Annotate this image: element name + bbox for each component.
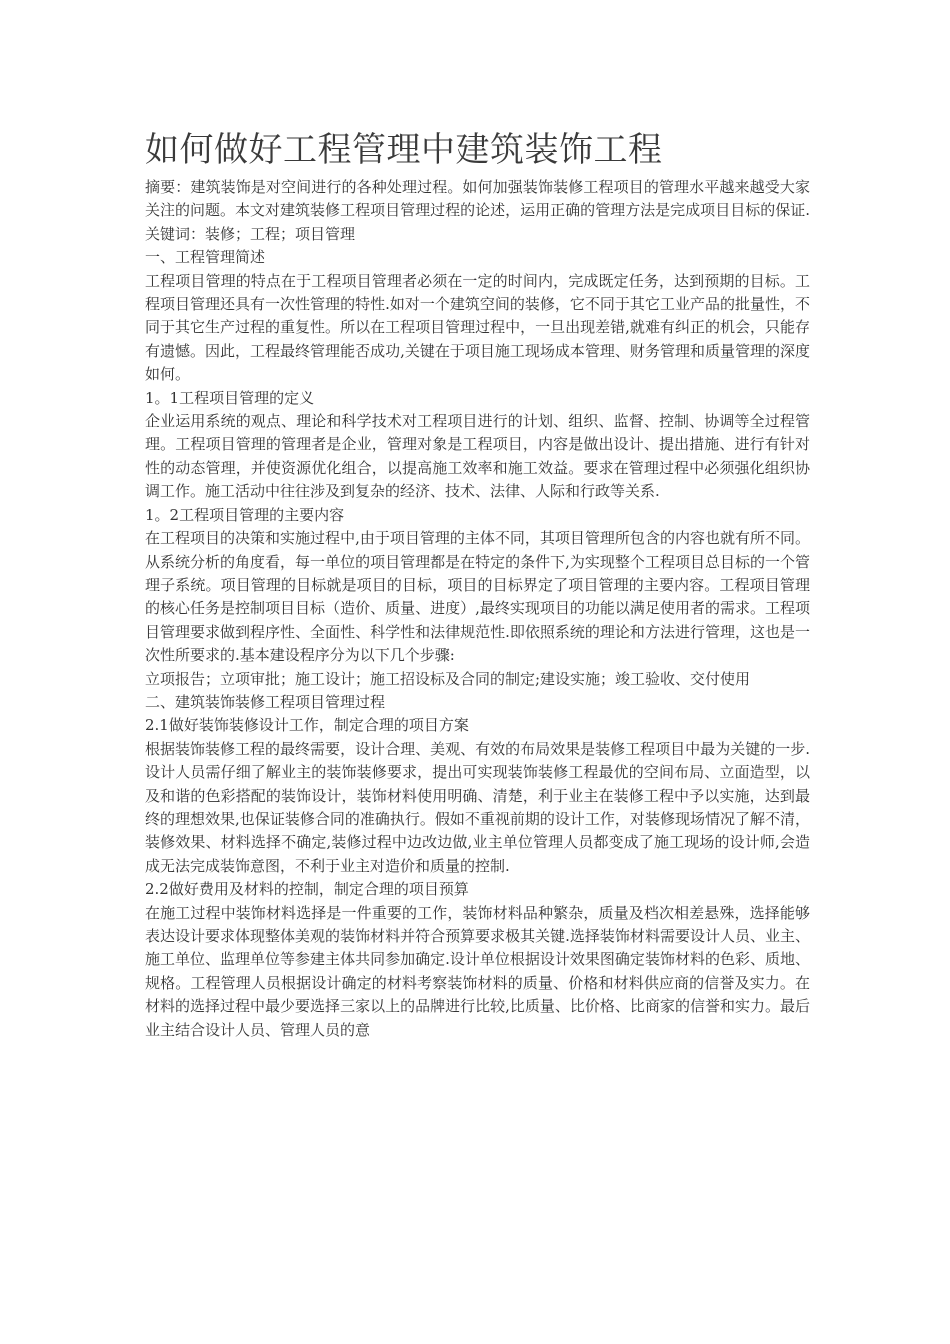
- section-heading-1: 一、工程管理简述: [145, 248, 266, 267]
- body-paragraph: 工程项目管理的特点在于工程项目管理者必须在一定的时间内，完成既定任务，达到预期的目标。工程项目管理还具有一次性管理的特性.如对一个建筑空间的装修，它不同于其它工业产品的批量性，不同于其它生产过程的重复性。所以在工程项目管理过程中，一旦出现差错,就难有纠正的机会，只能存有遗憾。因此，工程最终管理能否成功,关键在于项目施工现场成本管理、财务管理和质量管理的深度如何。: [145, 271, 810, 384]
- subsection-heading-1-2: 1。2工程项目管理的主要内容: [145, 505, 345, 524]
- section-heading-2: 二、建筑装饰装修工程项目管理过程: [145, 692, 386, 711]
- subsection-heading-2-2: 2.2做好费用及材料的控制，制定合理的项目预算: [145, 880, 469, 899]
- document-title: 如何做好工程管理中建筑装饰工程: [145, 130, 663, 170]
- body-paragraph: 根据装饰装修工程的最终需要，设计合理、美观、有效的布局效果是装修工程项目中最为关键的一步.设计人员需仔细了解业主的装饰装修要求，提出可实现装饰装修工程最优的空间布局、立面造型，以及和谐的色彩搭配的装饰设计，装饰材料使用明确、清楚，利于业主在装修工程中予以实施，达到最终的理想效果,也保证装修合同的准确执行。假如不重视前期的设计工作，对装修现场情况了解不清，装修效果、材料选择不确定,装修过程中边改边做,业主单位管理人员都变成了施工现场的设计师,会造成无法完成装饰意图，不利于业主对造价和质量的控制.: [145, 739, 810, 875]
- body-paragraph: 在工程项目的决策和实施过程中,由于项目管理的主体不同，其项目管理所包含的内容也就有所不同。从系统分析的角度看，每一单位的项目管理都是在特定的条件下,为实现整个工程项目总目标的一个管理子系统。项目管理的目标就是项目的目标，项目的目标界定了项目管理的主要内容。工程项目管理的核心任务是控制项目目标（造价、质量、进度）,最终实现项目的功能以满足使用者的需求。工程项目管理要求做到程序性、全面性、科学性和法律规范性.即依照系统的理论和方法进行管理，这也是一次性所要求的.基本建设程序分为以下几个步骤:: [145, 529, 810, 665]
- subsection-heading-1-1: 1。1工程项目管理的定义: [145, 388, 315, 407]
- subsection-heading-2-1: 2.1做好装饰装修设计工作，制定合理的项目方案: [145, 716, 469, 735]
- document-page: [145, 128, 810, 1042]
- abstract-paragraph: 摘要：建筑装饰是对空间进行的各种处理过程。如何加强装饰装修工程项目的管理水平越来越受大家关注的问题。本文对建筑装修工程项目管理过程的论述，运用正确的管理方法是完成项目目标的保证.关键词：装修；工程；项目管理: [145, 178, 810, 243]
- body-paragraph: 在施工过程中装饰材料选择是一件重要的工作，装饰材料品种繁杂，质量及档次相差悬殊，选择能够表达设计要求体现整体美观的装饰材料并符合预算要求极其关键.选择装饰材料需要设计人员、业主、施工单位、监理单位等参建主体共同参加确定.设计单位根据设计效果图确定装饰材料的色彩、质地、规格。工程管理人员根据设计确定的材料考察装饰材料的质量、价格和材料供应商的信誉及实力。在材料的选择过程中最少要选择三家以上的品牌进行比较,比质量、比价格、比商家的信誉和实力。最后业主结合设计人员、管理人员的意: [145, 903, 810, 1039]
- steps-paragraph: 立项报告；立项审批；施工设计；施工招设标及合同的制定;建设实施；竣工验收、交付使用: [145, 669, 751, 688]
- body-paragraph: 企业运用系统的观点、理论和科学技术对工程项目进行的计划、组织、监督、控制、协调等全过程管理。工程项目管理的管理者是企业，管理对象是工程项目，内容是做出设计、提出措施、进行有针对性的动态管理，并使资源优化组合，以提高施工效率和施工效益。要求在管理过程中必须强化组织协调工作。施工活动中往往涉及到复杂的经济、技术、法律、人际和行政等关系.: [145, 412, 810, 501]
